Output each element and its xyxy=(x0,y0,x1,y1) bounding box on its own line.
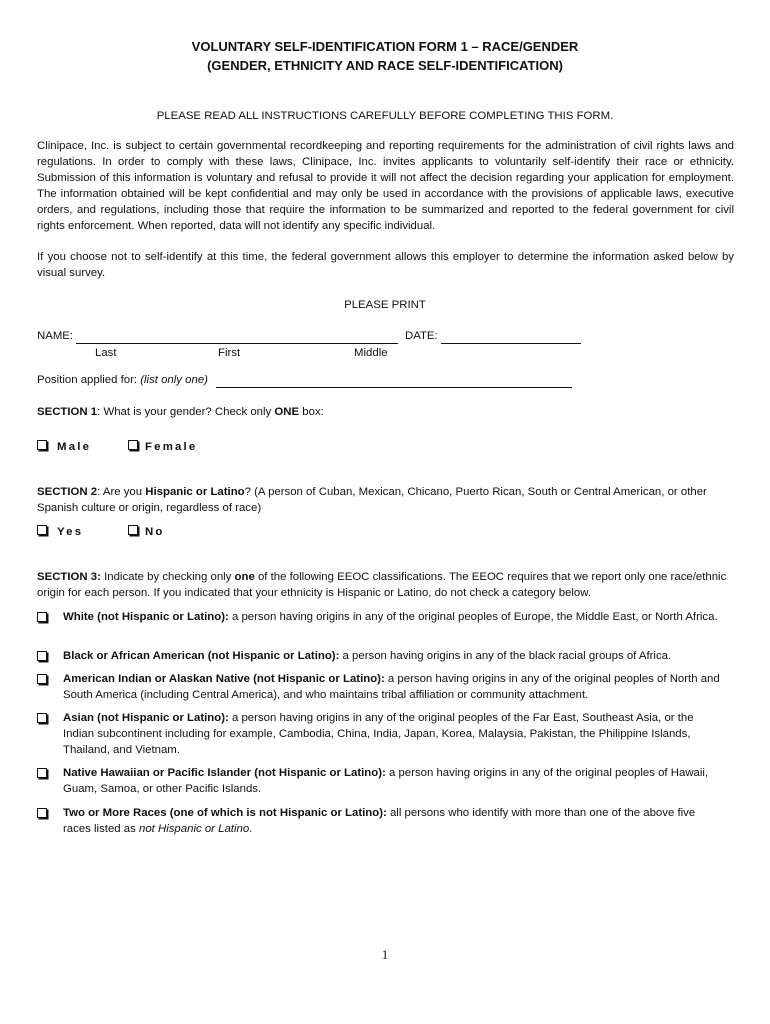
name-sub-middle: Middle xyxy=(354,347,388,359)
name-field[interactable] xyxy=(76,331,398,344)
hispanic-yes-label: Yes xyxy=(57,526,84,538)
section3-label: SECTION 3: xyxy=(37,571,101,583)
please-print-label: PLEASE PRINT xyxy=(344,299,426,311)
read-instructions: PLEASE READ ALL INSTRUCTIONS CAREFULLY BEFORE COMPLETING THIS FORM. xyxy=(156,110,614,122)
checkbox-icon[interactable] xyxy=(37,713,47,723)
hispanic-no-option[interactable] xyxy=(128,524,165,540)
section2-label: SECTION 2 xyxy=(37,486,98,498)
section2-question: SECTION 2: Are you Hispanic or Latino? (A person of Cuban, Mexican, Chicano, Puerto Rican, South or Central American, or other Spanish culture or origin, regardless of race) xyxy=(37,486,707,514)
checkbox-icon[interactable] xyxy=(128,440,138,450)
form-subtitle: (GENDER, ETHNICITY AND RACE SELF-IDENTIFICATION) xyxy=(207,58,563,73)
intro-paragraph: Clinipace, Inc. is subject to certain governmental recordkeeping and reporting requirements for the administration of civil rights laws and regulations. In order to comply with these laws, Clinipace, Inc. invites applicants to voluntarily self-identify their race or ethnicity. Submission of this information is voluntary and refusal to provide it will not affect the decision regarding your application for employment. The information obtained will be kept confidential and may only be used in accordance with the provisions of applicable laws, executive orders, and regulations, including those that require the information to be summarized and reported to the federal government for civil rights enforcement. When reported, data will not identify any specific individual. xyxy=(37,140,734,232)
date-label: DATE: xyxy=(405,330,438,342)
name-sub-last: Last xyxy=(95,347,117,359)
name-label: NAME: xyxy=(37,330,74,342)
date-field[interactable] xyxy=(441,331,581,344)
section3-intro: SECTION 3: Indicate by checking only one of the following EEOC classifications. The EEOC requires that we report only one race/ethnic origin for each person. If you indicated that your ethnicity is Hispanic or Latino, do not check a category below. xyxy=(37,571,727,599)
checkbox-icon[interactable] xyxy=(37,674,47,684)
position-label-row xyxy=(37,372,208,388)
gender-male-label: Male xyxy=(57,441,92,453)
gender-female-label: Female xyxy=(145,441,198,453)
hispanic-no-label: No xyxy=(145,526,165,538)
position-field[interactable] xyxy=(216,375,572,388)
checkbox-icon[interactable] xyxy=(128,525,138,535)
section1-question: SECTION 1: What is your gender? Check only ONE box: xyxy=(37,406,324,418)
gender-female-option[interactable] xyxy=(128,439,197,455)
name-sub-first: First xyxy=(218,347,241,359)
gender-male-option[interactable] xyxy=(37,439,91,455)
checkbox-icon[interactable] xyxy=(37,440,47,450)
form-page: VOLUNTARY SELF-IDENTIFICATION FORM 1 – RACE/GENDER (GENDER, ETHNICITY AND RACE SELF-IDENTIFICATION) PLEASE READ ALL INSTRUCTIONS CAREFULLY BEFORE COMPLETING THIS FORM. Clinipace, Inc. is subject to certain governmental recordkeeping and reporting requirements for the administration of civil rights laws and regulations. In order to comply with these laws, Clinipace, Inc. invites applicants to voluntarily self-identify their race or ethnicity. Submission of this information is voluntary and refusal to provide it will not affect the decision regarding your application for employment. The information obtained will be kept confidential and may only be used in accordance with the provisions of applicable laws, executive orders, and regulations, including those that require the information to be summarized and reported to the federal government for civil rights enforcement. When reported, data will not identify any specific individual. If you choose not to self-identify at this time, the federal government allows this employer to determine the information asked below by visual survey. PLEASE PRINT NAME: DATE: Last First Middle Position applied for: (list only one) SECTION 1: What is your gender? Check only ONE box: Male Female SECTION 2: Are you Hispanic or Latino? (A person of Cuban, Mexican, Chicano, Puerto Rican, South or Central American, or other Spanish culture or origin, regardless of race) Yes No SECTION 3: Indicate by checking only one of the following EEOC classifications. The EEOC requires that we report only one race/ethnic origin for each person. If you indicated that your ethnicity is Hispanic or Latino, do not check a category below. White (not Hispanic or Latino): a person having origins in any of the original peoples of Europe, the Middle East, or North Africa. Black or African American (not Hispanic or Latino): a person having origins in any of the black racial groups of Africa. American Indian or Alaskan Native (not Hispanic or Latino): a person having origins in any of the original peoples of North and South America (including Central America), and who maintains tribal affiliation or community attachment. Asian (not Hispanic or Latino): a person having origins in any of the original peoples of the Far East, Southeast Asia, or the Indian subcontinent including for example, Cambodia, China, India, Japan, Korea, Malaysia, Pakistan, the Philippine Islands, Thailand, and Vietnam. Native Hawaiian or Pacific Islander (not Hispanic or Latino): a person having origins in any of the original peoples of Hawaii, Guam, Samoa, or other Pacific Islands. Two or More Races (one of which is not Hispanic or Latino): all persons who identify with more than one of the above five races listed as not Hispanic or Latino. 1 xyxy=(0,0,770,1024)
checkbox-icon[interactable] xyxy=(37,612,47,622)
checkbox-icon[interactable] xyxy=(37,525,47,535)
checkbox-icon[interactable] xyxy=(37,768,47,778)
checkbox-icon[interactable] xyxy=(37,808,47,818)
page-number: 1 xyxy=(381,947,389,962)
hispanic-yes-option[interactable] xyxy=(37,524,83,540)
form-title: VOLUNTARY SELF-IDENTIFICATION FORM 1 – RACE/GENDER xyxy=(191,39,579,54)
position-label: Position applied for: xyxy=(37,374,141,386)
section1-label: SECTION 1 xyxy=(37,406,98,418)
position-hint: (list only one) xyxy=(140,374,208,386)
visual-survey-paragraph: If you choose not to self-identify at this time, the federal government allows this employer to determine the information asked below by visual survey. xyxy=(37,251,734,279)
checkbox-icon[interactable] xyxy=(37,651,47,661)
